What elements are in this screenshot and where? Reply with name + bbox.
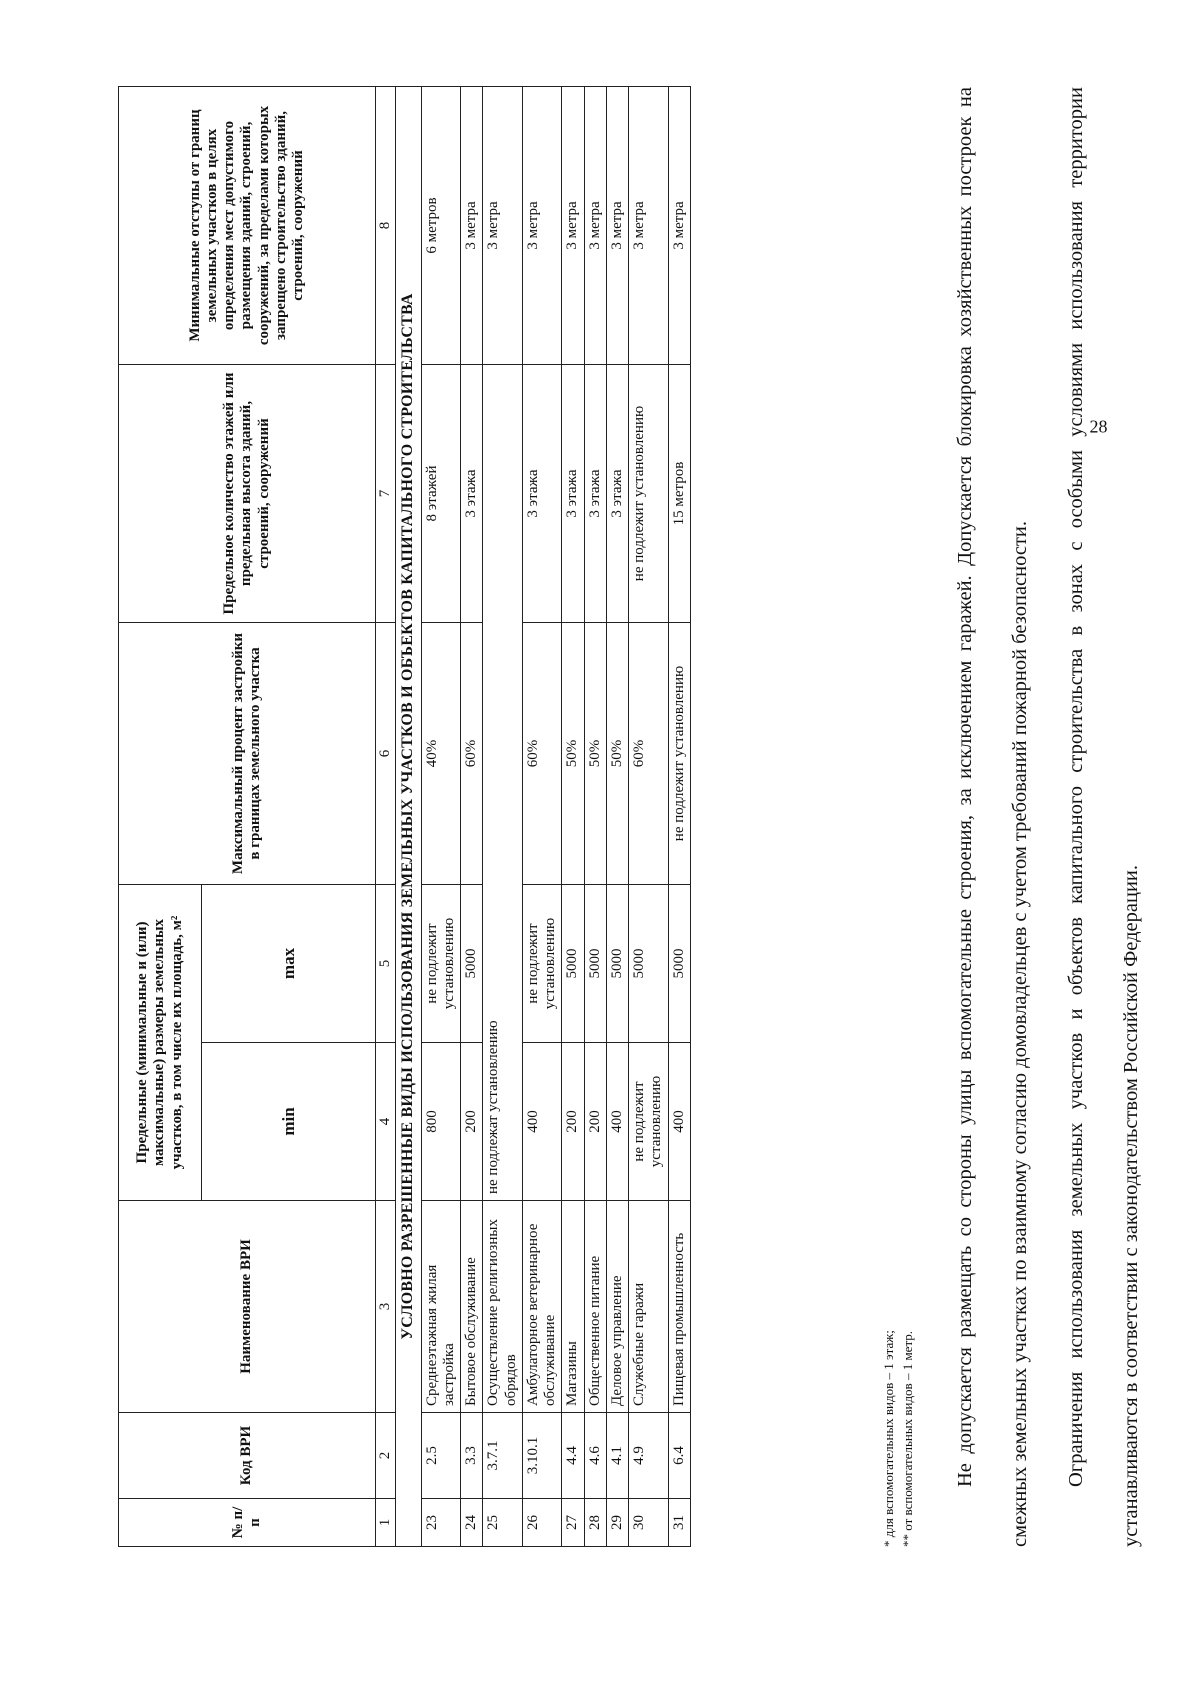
table-row bbox=[606, 87, 628, 1547]
header-size-group: Предельные (минимальные и (или) максимальные) размеры земельных участков, в том числе их площадь, м² bbox=[119, 885, 202, 1201]
row-max: 5000 bbox=[668, 885, 690, 1043]
row-name: Пищевая промышленность bbox=[668, 1201, 690, 1413]
row-floors: 3 этажа bbox=[522, 365, 562, 623]
column-number: 8 bbox=[376, 87, 396, 365]
row-name: Среднеэтажная жилая застройка bbox=[421, 1201, 461, 1413]
row-setback: 3 метра bbox=[522, 87, 562, 365]
row-name: Общественное питание bbox=[584, 1201, 606, 1413]
row-num: 27 bbox=[562, 1499, 584, 1547]
footnotes bbox=[880, 1330, 918, 1547]
footnote: ** от вспомогательных видов – 1 метр. bbox=[899, 1330, 915, 1547]
row-percent: 60% bbox=[522, 623, 562, 885]
header-name: Наименование ВРИ bbox=[119, 1201, 376, 1413]
row-name: Служебные гаражи bbox=[629, 1201, 669, 1413]
row-min: 400 bbox=[668, 1043, 690, 1201]
row-percent: 50% bbox=[584, 623, 606, 885]
column-number: 6 bbox=[376, 623, 396, 885]
header-floors: Предельное количество этажей или предельная высота зданий, строений, сооружений bbox=[119, 365, 376, 623]
header-percent: Максимальный процент застройки в границах земельного участка bbox=[119, 623, 376, 885]
row-min: 200 bbox=[562, 1043, 584, 1201]
row-num: 24 bbox=[461, 1499, 483, 1547]
column-number: 2 bbox=[376, 1413, 396, 1499]
row-setback: 3 метра bbox=[461, 87, 483, 365]
row-num: 29 bbox=[606, 1499, 628, 1547]
row-floors: 8 этажей bbox=[421, 365, 461, 623]
table-row bbox=[668, 87, 690, 1547]
row-name: Деловое управление bbox=[606, 1201, 628, 1413]
row-code: 3.3 bbox=[461, 1413, 483, 1499]
row-name: Бытовое обслуживание bbox=[461, 1201, 483, 1413]
row-max: 5000 bbox=[606, 885, 628, 1043]
row-percent: 40% bbox=[421, 623, 461, 885]
column-number: 3 bbox=[376, 1201, 396, 1413]
row-code: 3.10.1 bbox=[522, 1413, 562, 1499]
row-code: 6.4 bbox=[668, 1413, 690, 1499]
page-number: 28 bbox=[1089, 416, 1108, 437]
row-setback: 3 метра bbox=[606, 87, 628, 365]
table-row bbox=[522, 87, 562, 1547]
row-min: 200 bbox=[584, 1043, 606, 1201]
row-name: Магазины bbox=[562, 1201, 584, 1413]
row-setback: 3 метра bbox=[483, 87, 523, 365]
row-max: 5000 bbox=[584, 885, 606, 1043]
row-min: не подлежит установлению bbox=[629, 1043, 669, 1201]
row-max: 5000 bbox=[562, 885, 584, 1043]
regulations-table bbox=[118, 86, 691, 1547]
row-code: 3.7.1 bbox=[483, 1413, 523, 1499]
footnote: * для вспомогательных видов – 1 этаж; bbox=[881, 1330, 896, 1547]
row-num: 25 bbox=[483, 1499, 523, 1547]
table-row bbox=[483, 87, 523, 1547]
row-max: не подлежит установлению bbox=[522, 885, 562, 1043]
body-text bbox=[938, 87, 1159, 1547]
column-number: 4 bbox=[376, 1043, 396, 1201]
row-floors: 3 этажа bbox=[584, 365, 606, 623]
header-num: № п/п bbox=[119, 1499, 376, 1547]
section-title-row bbox=[396, 87, 421, 1547]
row-merged-not-set: не подлежат установлению bbox=[483, 365, 523, 1201]
row-max: 5000 bbox=[629, 885, 669, 1043]
paragraph: Ограничения использования земельных участков и объектов капитального строительства в зонах с особыми условиями использования территории устанавливаются в соответствии с законодательством Российской Федерации. bbox=[1064, 87, 1143, 1547]
header-setback: Минимальные отступы от границ земельных участков в целях определения мест допустимого размещения зданий, строений, сооружений, за пределами которых запрещено строительство зданий, строений, сооружений bbox=[119, 87, 376, 365]
row-floors: 3 этажа bbox=[606, 365, 628, 623]
row-code: 4.1 bbox=[606, 1413, 628, 1499]
row-num: 31 bbox=[668, 1499, 690, 1547]
row-percent: 60% bbox=[461, 623, 483, 885]
row-percent: не подлежит установлению bbox=[668, 623, 690, 885]
column-number: 5 bbox=[376, 885, 396, 1043]
table-row bbox=[562, 87, 584, 1547]
row-percent: 50% bbox=[606, 623, 628, 885]
row-setback: 3 метра bbox=[562, 87, 584, 365]
header-code: Код ВРИ bbox=[119, 1413, 376, 1499]
row-setback: 3 метра bbox=[668, 87, 690, 365]
table-row bbox=[584, 87, 606, 1547]
row-code: 4.4 bbox=[562, 1413, 584, 1499]
column-number: 7 bbox=[376, 365, 396, 623]
table-row bbox=[421, 87, 461, 1547]
row-name: Амбулаторное ветеринарное обслуживание bbox=[522, 1201, 562, 1413]
row-setback: 3 метра bbox=[584, 87, 606, 365]
row-code: 4.6 bbox=[584, 1413, 606, 1499]
row-min: 200 bbox=[461, 1043, 483, 1201]
paragraph: Не допускается размещать со стороны улицы вспомогательные строения, за исключением гаражей. Допускается блокировка хозяйственных построек на смежных земельных участках по взаимному согласию домовладельцев с учетом требований пожарной безопасности. bbox=[954, 87, 1032, 1547]
row-floors: 3 этажа bbox=[562, 365, 584, 623]
row-percent: 50% bbox=[562, 623, 584, 885]
row-min: 800 bbox=[421, 1043, 461, 1201]
header-max: max bbox=[202, 885, 376, 1043]
column-number-row bbox=[376, 87, 396, 1547]
row-min: 400 bbox=[522, 1043, 562, 1201]
row-floors: не подлежит установлению bbox=[629, 365, 669, 623]
row-num: 26 bbox=[522, 1499, 562, 1547]
row-num: 30 bbox=[629, 1499, 669, 1547]
row-floors: 15 метров bbox=[668, 365, 690, 623]
row-name: Осуществление религиозных обрядов bbox=[483, 1201, 523, 1413]
header-min: min bbox=[202, 1043, 376, 1201]
row-min: 400 bbox=[606, 1043, 628, 1201]
row-max: не подлежит установлению bbox=[421, 885, 461, 1043]
row-setback: 3 метра bbox=[629, 87, 669, 365]
row-percent: 60% bbox=[629, 623, 669, 885]
row-num: 23 bbox=[421, 1499, 461, 1547]
column-number: 1 bbox=[376, 1499, 396, 1547]
row-floors: 3 этажа bbox=[461, 365, 483, 623]
row-code: 2.5 bbox=[421, 1413, 461, 1499]
row-code: 4.9 bbox=[629, 1413, 669, 1499]
table-row bbox=[461, 87, 483, 1547]
row-num: 28 bbox=[584, 1499, 606, 1547]
row-max: 5000 bbox=[461, 885, 483, 1043]
row-setback: 6 метров bbox=[421, 87, 461, 365]
section-title: УСЛОВНО РАЗРЕШЕННЫЕ ВИДЫ ИСПОЛЬЗОВАНИЯ ЗЕМЕЛЬНЫХ УЧАСТКОВ И ОБЪЕКТОВ КАПИТАЛЬНОГО СТРОИТЕЛЬСТВА bbox=[396, 87, 421, 1547]
table-row bbox=[629, 87, 669, 1547]
